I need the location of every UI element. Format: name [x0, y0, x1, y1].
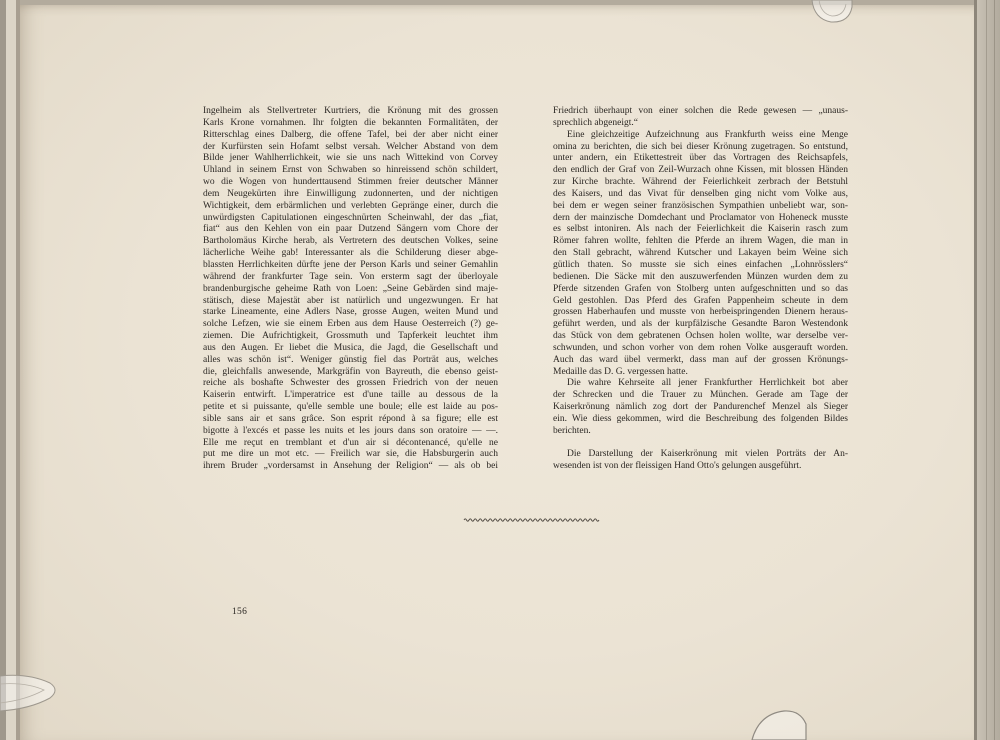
- right-text-column: [553, 106, 848, 473]
- text-line: Ingelheim als Stellvertreter Kurtriers, die Krönung mit des grossen: [203, 106, 498, 116]
- text-line: wesenden ist von der fleissigen Hand Otto's gelungen ausgeführt.: [553, 461, 802, 472]
- text-line: aus den Augen. Er liebet die Musica, die Jagd, die Gesellschaft und: [203, 342, 498, 353]
- paragraph: [553, 130, 848, 379]
- text-line: brandenburgische geheime Rath von Loen: „Seine Gebärden sind maje-: [203, 283, 498, 294]
- text-line: wo die Wogen von hunderttausend Stimmen freier deutscher Männer: [203, 177, 498, 188]
- paragraph: [553, 106, 848, 130]
- text-line: Kaiserkrönung nämlich zog dort der Pandurenchef Menzel als Sieger: [553, 402, 848, 413]
- text-line: alles was schön ist“. Weniger günstig fiel das Porträt aus, welches: [203, 354, 498, 365]
- page-stack-edge: [977, 0, 1000, 740]
- text-line: solche Lefzen, wie sie einem Erben aus dem Hause Oesterreich (?) ge-: [203, 319, 498, 330]
- text-line: grossen Haberhaufen und musste von herbeispringenden Dienern heraus-: [553, 307, 848, 318]
- text-line: ein. Wie diess gekommen, wird die Beschreibung des folgenden Bildes: [553, 413, 848, 424]
- wavy-line: [464, 519, 599, 521]
- text-line: Wichtigkeit, dem erbärmlichen und verlebten Gepränge einer, durch die: [203, 200, 498, 211]
- paragraph: [203, 106, 498, 473]
- text-line: es selbst intoniren. Als nach der Feierlichkeit die Kaiserin rasch zum: [553, 224, 848, 235]
- text-line: den Stall gebracht, während Kutscher und Lakayen beim Weine sich: [553, 248, 848, 259]
- text-line: Pferde sitzenden Grafen von Stolberg unten aufgeschnitten und so das: [553, 283, 848, 294]
- text-line: Ritterschlag eines Dalberg, die offene Tafel, bei der aber nicht einer: [203, 129, 498, 140]
- text-line: schwunden, und schon vorher von dem rohen Volke ausgerauft worden.: [553, 342, 848, 353]
- text-line: unter andern, ein Etikettestreit über das Vortragen des Reichsapfels,: [553, 153, 848, 164]
- text-line: Friedrich überhaupt von einer solchen die Rede gewesen — „unaus-: [553, 106, 848, 116]
- page-edge-line: [974, 0, 977, 740]
- text-line: Medaille das D. G. vergessen hatte.: [553, 366, 688, 377]
- text-line: fiat“ aus den Kehlen von ein paar Dutzend Sängern vom Chore der: [203, 224, 498, 235]
- text-line: das Stück von dem gebratenen Ochsen holen wollte, war derselbe ver-: [553, 331, 848, 342]
- text-line: die, gleichfalls anwesende, Markgräfin von Bayreuth, die ebenso geist-: [203, 366, 498, 377]
- page-number: 156: [232, 607, 248, 617]
- text-line: ihrem Bruder „vordersamst in Ansehung der Religion“ — als ob bei: [203, 461, 498, 472]
- text-line: zur Kirche brachte. Während der Feierlichkeit zerbrach der Betstuhl: [553, 177, 848, 188]
- page-stack-line: [986, 0, 987, 740]
- text-line: den endlich der Graf von Zeil-Wurzach ohne Kissen, mit blossen Händen: [553, 165, 848, 176]
- text-line: Geld gestohlen. Das Pferd des Grafen Pappenheim scheute in dem: [553, 295, 848, 306]
- text-line: omina zu berichten, die sich bei dieser Krönung zugetragen. So entstund,: [553, 141, 848, 152]
- text-line: Bartholomäus Kirche herab, als Vertretern des deutschen Volkes, seine: [203, 236, 498, 247]
- book-page: [20, 5, 974, 740]
- text-line: petite et si puissante, qu'elle semble une boule; elle est laide au pos-: [203, 402, 498, 413]
- scan-edge-left-margin: [6, 0, 16, 740]
- text-line: Auch das ward übel vermerkt, dass man auf der grossen Krönungs-: [553, 354, 848, 365]
- text-line: stätisch, diese Majestät aber ist natürlich und ungezwungen. Er hat: [203, 295, 498, 306]
- text-line: geführt werden, und als der kurpfälzische Gesandte Baron Westendonk: [553, 319, 848, 330]
- text-line: bedienen. Die Säcke mit den auszuwerfenden Münzen wurden dem zu: [553, 271, 848, 282]
- text-line: des Kaisers, und das Vivat für denselben ging nicht vom Volke aus,: [553, 188, 848, 199]
- text-line: Kaiserin entwirft. L'imperatrice est d'une taille au dessous de la: [203, 390, 498, 401]
- text-line: während der frankfurter Tage sein. Von ersterm sagt der überloyale: [203, 271, 498, 282]
- text-line: der Kurfürsten sein Hofamt selbst versah. Welcher Abstand von dem: [203, 141, 498, 152]
- text-line: Karls Krone vornahmen. Ihr folgten die bekannten Formalitäten, der: [203, 117, 498, 128]
- text-line: Bilde jener Wahlherrlichkeit, wie sie uns nach Wittekind von Corvey: [203, 153, 498, 164]
- text-line: unwürdigsten Capitulationen eingeschnürten Scheinwahl, der das „fiat,: [203, 212, 498, 223]
- text-line: blassten Herrlichkeiten dürfte jene der Person Karls und seiner Gemahlin: [203, 259, 498, 270]
- wavy-divider-ornament: [462, 514, 602, 526]
- text-line: Die Darstellung der Kaiserkrönung mit vielen Porträts der An-: [567, 449, 848, 460]
- paragraph: [553, 449, 848, 473]
- text-line: reiche als boshafte Schwester des grossen Friedrich von der neuen: [203, 378, 498, 389]
- text-line: lächerliche Weihe gab! Interessanter als die Schilderung dieser abge-: [203, 248, 498, 259]
- text-line: sprechlich abgeneigt.“: [553, 117, 638, 128]
- text-line: Römer fahren wollte, fehlten die Pferde an ihrem Wagen, die man in: [553, 236, 848, 247]
- text-line: Uhland in seinem Ernst von Schwaben so hinreissend schön schildert,: [203, 165, 498, 176]
- text-line: dem Neugekürten ihre Einwilligung zudonnerten, und der nichtigen: [203, 188, 498, 199]
- text-line: bei dem er wegen seiner französischen Sympathien unbeliebt war, son-: [553, 200, 848, 211]
- text-line: put me dire un mot etc. — Freilich war sie, die Habsburgerin auch: [203, 449, 498, 460]
- text-line: dern der mainzische Domdechant und Proclamator von Hoheneck musste: [553, 212, 848, 223]
- text-line: sible sans air et sans grâce. Son esprit répond à sa figure; elle est: [203, 413, 498, 424]
- page-stack-line: [994, 0, 995, 740]
- text-line: starke Lineamente, eine Adlers Nase, grosse Augen, weiten Mund und: [203, 307, 498, 318]
- text-line: Die wahre Kehrseite all jener Frankfurther Herrlichkeit bot aber: [567, 378, 848, 389]
- left-text-column: [203, 106, 498, 473]
- text-line: Eine gleichzeitige Aufzeichnung aus Frankfurth weiss eine Menge: [567, 129, 848, 140]
- text-line: gütlich thaten. So musste sie sich eines einfachen „Lohnrösslers“: [553, 259, 848, 270]
- paragraph: [553, 378, 848, 437]
- text-line: ziemen. Die Aufrichtigkeit, Grossmuth und Tapferkeit leuchtet ihm: [203, 331, 498, 342]
- text-line: Elle me reçut en tremblant et d'un air si décontenancé, qu'elle ne: [203, 437, 498, 448]
- text-line: bigotte à l'excés et passe les nuits et les jours dans son oratoire — —.: [203, 425, 498, 436]
- text-line: berichten.: [553, 425, 591, 436]
- text-line: der Schrecken und die Trauer zu München. Gerade am Tage der: [553, 390, 848, 401]
